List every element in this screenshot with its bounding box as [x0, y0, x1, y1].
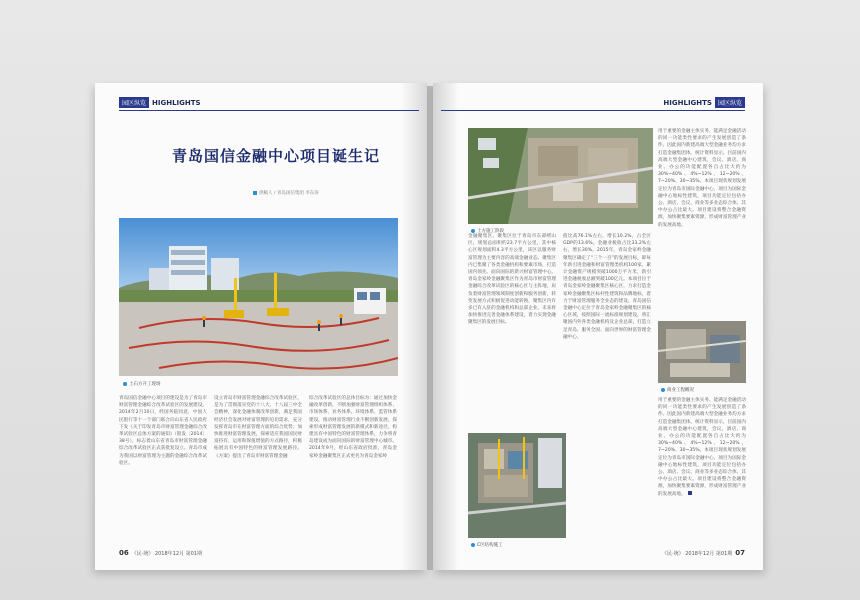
article-end-mark-icon [688, 491, 692, 495]
right-section-tag: 园区纵览 [715, 97, 745, 108]
right-page [433, 83, 763, 570]
left-gutter-shadow [401, 83, 427, 570]
right-small-caption-text: 商业工程概况 [667, 388, 694, 393]
left-page-number: 06 [119, 549, 129, 557]
left-footer [119, 549, 202, 557]
right-header-rule [441, 110, 745, 111]
construction-site-photo [119, 218, 398, 376]
right-column-3-end: 用于重要的金融主体实务、能满足金融活动的同一功能类性要求的产生发展创造了条件。因此国内新建高端大型金融业务均方求打造金融集团体。统计资料显示，目前国内高端大型金融中心建筑，会议、酒店、商业、办公的功能配置各自占比大约为30%~40%、4%~12%、12~20%、7~20%、30~35%。本项目现状规划发展定位为青岛市国际金融中心，项目为国际金融中心地标性建筑，项目功能定位包括办公、酒店、会议、商业等多业态综合体，其中办公占比最大。项目建设将整合金融资源，加快聚集要素资源，形成财富管理产业的发展高地。 [658, 398, 746, 497]
left-section-header [119, 97, 201, 108]
right-column-3-continued [658, 397, 746, 543]
left-page [95, 83, 427, 570]
caption-dot-icon [471, 543, 475, 547]
left-column-2: 设立青岛市财富管理金融综合改革试验区，是为了贯彻落实党的十八大、十八届三中全会精神，深化金融体制改革创新，满足我国经济社会发展对财富管理的迫切需求，充分发挥青岛市在财富管理方面的综合优势；加快推进财富管理发展，探索适应我国国民财富持有、运用和保值增值的方式路径，积极拓展具有中国特色的财富管理发展路径。《方案》提出了青岛市财富管理金融 [214, 396, 302, 459]
article-title: 青岛国信金融中心项目诞生记 [171, 147, 380, 165]
right-column-3: 用于重要的金融主体实务、能满足金融活动的同一功能类性要求的产生发展创造了条件。因此国内新建高端大型金融业务均方求打造金融集团体。统计资料显示，目前国内高端大型金融中心建筑，会议、酒店、商业、办公的功能配置各自占比大约为30%~40%、4%~12%、12~20%、7~20%、30~35%。本项目现状规划发展定位为青岛市国际金融中心，项目为国际金融中心地标性建筑，项目功能定位包括办公、酒店、会议、商业等多业态综合体，其中办公占比最大。项目建设将整合金融资源，加快聚集要素资源，形成财富管理产业的发展高地。 [658, 129, 746, 228]
right-gutter-shadow [433, 83, 459, 570]
aerial-earthwork-photo [468, 128, 653, 224]
byline-text: 供稿人 / 青岛国信集团 李东涛 [259, 191, 319, 196]
right-bottom-caption [471, 542, 503, 548]
left-section-tag: 园区纵览 [119, 97, 149, 108]
right-footer [662, 549, 745, 557]
byline-marker-icon [253, 191, 257, 195]
right-issue-info: 《民·统》 2018年12月 第01期 [662, 550, 733, 557]
left-column-1: 青岛国信金融中心项目的建设是为了青岛市财富管理金融综合改革试验区的发展建设。2014年2月10日，经国务院同意，中国人民银行等十一个部门联合向山东省人民政府下发《关于印发青岛市财富管理金融综合改革试验区总体方案的通知》（银发〔2014〕38号），标志着山东省青岛市财富管理金融综合改革试验区正式获批复设立。青岛市成为我国以财富管理为主题的金融综合改革试验区。 [119, 396, 207, 466]
right-page-number: 07 [735, 549, 745, 557]
left-column-3: 综合改革试验区的总体目标为：通过加快金融改革创新，不断加强财富管理组织体系、市场体系、业务体系、环境体系、监管体系建设，推动财富管理行业不断创新发展，探索形成财富管理发展的新模式和新途径，构建具有中国特色的财富管理体系，力争将青岛建设成为面向国际的财富管理中心城市。2014年9月，经山东省政府批准，青岛金家岭金融聚集区正式更名为青岛金家岭 [309, 396, 397, 459]
main-photo-caption [123, 381, 161, 387]
right-column-2: 值比高76.1%左右，增长10.2%，占全区GDP的13.6%。金融业税收占比33.2%左右，增长30%。2015年，青岛金家岭金融聚集区确定了“三个一百”的发展目标，即每年新引进金融和财富管理类机构100家、累计金融资产规模突破1000万平方米，新引进金融税收总额突破100亿元。本项目位于青岛金家岭金融聚集区核心区，力求打造金家岭金融聚集区标杆性建筑和品牌地标，着力于财富管理服务全业态的建设。青岛国信金融中心定位于青岛金家岭金融聚集区的核心区域，按照国际一流标准规划建设，将汇聚国内外各类金融机构及企业总部，打造立足青岛、服务全国、面向世界的财富管理金融中心。 [563, 234, 651, 340]
commercial-project-photo [658, 321, 746, 383]
right-section-header [663, 97, 745, 108]
right-column-1: 金融聚集区。聚集区位于青岛市东部崂山区，规划总面积约23.7平方公里，其中核心区规划面积4.3平方公里，该区以服务财富管理为主要内容的高端金融业态。聚集区内已集聚了各类金融机构和要素市场，打造国内领先、面向国际的新兴财富管理中心。青岛金家岭金融聚集区作为青岛市财富管理金融综合改革试验区的核心区与主阵地，肩负着财富管理领域制度创新和服务创新，转变发展方式积极促进动能转换，聚集区内许多已有入驻的金融机构和总部企业。未来将加快推进完善金融体系建设，着力实现金融聚集区的发展目标。 [468, 234, 556, 326]
caption-dot-icon [123, 382, 127, 386]
right-bottom-caption-text: C区结构施工 [477, 543, 503, 548]
left-section-label: HIGHLIGHTS [152, 98, 201, 107]
right-small-caption [661, 387, 694, 393]
left-header-rule [119, 110, 419, 111]
main-photo-caption-text: 土石方开工现场 [129, 382, 161, 387]
left-issue-info: 《民·统》 2018年12月 第01期 [131, 550, 202, 557]
caption-dot-icon [661, 388, 665, 392]
aerial-structure-photo [468, 433, 566, 538]
article-byline [253, 190, 319, 196]
right-section-label: HIGHLIGHTS [663, 98, 712, 107]
right-top-caption-text: 土方施工阶段 [477, 229, 504, 234]
